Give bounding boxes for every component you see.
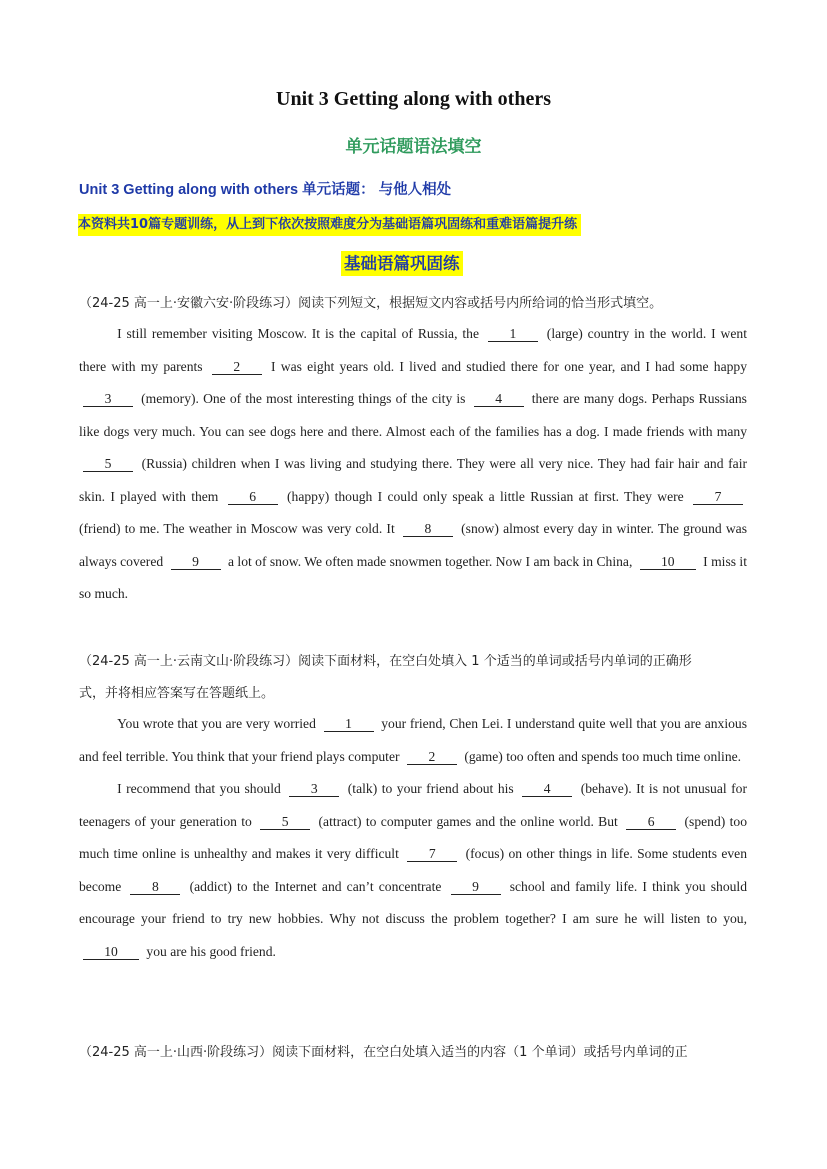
text-run: (behave). It is not unusual for teenagers of your generation to — [79, 781, 747, 829]
text-run: there are many dogs. Perhaps Russians like dogs very much. You can see dogs here and there. Almost each of the families has a dog. I made friends with many — [79, 391, 747, 439]
text-run: You wrote that you are very worried — [117, 716, 316, 731]
text-run: your friend, Chen Lei. I understand quite well that you are anxious and feel terrible. You think that your friend plays computer — [79, 716, 747, 764]
blank-3[interactable]: 3 — [83, 391, 133, 407]
text-run: (Russia) children when I was living and studying there. They were all very nice. They had fair hair and fair skin. I played with them — [79, 456, 747, 504]
blank-7[interactable]: 7 — [693, 489, 743, 505]
unit-topic-line: Unit 3 Getting along with others 单元话题： 与他人相处 — [79, 182, 452, 198]
blank-5[interactable]: 5 — [260, 814, 310, 830]
blank-5[interactable]: 5 — [83, 456, 133, 472]
text-run: (focus) on other things in life. Some students even become — [79, 846, 748, 894]
highlighted-notice: 本资料共10篇专题训练，从上到下依次按照难度分为基础语篇巩固练和重难语篇提升练 — [78, 214, 581, 236]
page-subtitle: 单元话题语法填空 — [345, 137, 482, 157]
passage-1-text — [79, 318, 747, 611]
text-run: a lot of snow. We often made snowmen together. Now I am back in China, — [227, 553, 633, 569]
text-run: (large) country in the world. I went there with my parents — [79, 326, 747, 374]
blank-3[interactable]: 3 — [289, 781, 339, 797]
text-run: I was eight years old. I lived and studied there for one year, and I had some happy — [271, 358, 748, 374]
blank-6[interactable]: 6 — [626, 814, 676, 830]
text-run: (addict) to the Internet and can’t concentrate — [189, 878, 442, 894]
text-run: (happy) though I could only speak a little Russian at first. They were — [287, 488, 684, 504]
text-run: you are his good friend. — [146, 943, 276, 959]
text-run: I recommend that you should — [117, 781, 281, 796]
blank-8[interactable]: 8 — [130, 879, 180, 895]
blank-1[interactable]: 1 — [488, 326, 538, 342]
text-run: school and family life. I think you should encourage your friend to try new hobbies. Why not discuss the problem together? I am sure he will listen to you, — [79, 878, 747, 926]
blank-2[interactable]: 2 — [212, 359, 262, 375]
passage-2-source-line-2: 式，并将相应答案写在答题纸上。 — [79, 686, 275, 701]
blank-6[interactable]: 6 — [228, 489, 278, 505]
blank-10[interactable]: 10 — [83, 944, 139, 960]
passage-2-text — [79, 708, 747, 968]
text-run: (friend) to me. The weather in Moscow was very cold. It — [79, 521, 395, 536]
blank-10[interactable]: 10 — [640, 554, 696, 570]
text-run: (snow) almost every day in winter. The ground was always covered — [79, 521, 747, 569]
blank-9[interactable]: 9 — [171, 554, 221, 570]
blank-4[interactable]: 4 — [522, 781, 572, 797]
blank-1[interactable]: 1 — [324, 716, 374, 732]
blank-2[interactable]: 2 — [407, 749, 457, 765]
text-run: (memory). One of the most interesting things of the city is — [141, 391, 466, 406]
text-run: (talk) to your friend about his — [347, 781, 514, 796]
blank-8[interactable]: 8 — [403, 521, 453, 537]
page-title: Unit 3 Getting along with others — [276, 88, 551, 110]
text-run: I miss it so much. — [79, 553, 747, 601]
passage-3-source: （24-25 高一上·山西·阶段练习）阅读下面材料，在空白处填入适当的内容（1 个单词）或括号内单词的正 — [79, 1045, 688, 1060]
passage-1-source: （24-25 高一上·安徽六安·阶段练习）阅读下列短文，根据短文内容或括号内所给词的恰当形式填空。 — [79, 296, 663, 311]
blank-4[interactable]: 4 — [474, 391, 524, 407]
text-run: (game) too often and spends too much time online. — [464, 748, 742, 764]
passage-2-source-line-1: （24-25 高一上·云南文山·阶段练习）阅读下面材料，在空白处填入 1 个适当的单词或括号内单词的正确形 — [79, 654, 692, 669]
text-run: (attract) to computer games and the online world. But — [318, 813, 618, 829]
blank-7[interactable]: 7 — [407, 846, 457, 862]
text-run: (spend) too much time online is unhealthy and makes it very difficult — [79, 813, 747, 861]
section-title: 基础语篇巩固练 — [341, 251, 463, 276]
blank-9[interactable]: 9 — [451, 879, 501, 895]
text-run: I still remember visiting Moscow. It is the capital of Russia, the — [117, 326, 479, 341]
